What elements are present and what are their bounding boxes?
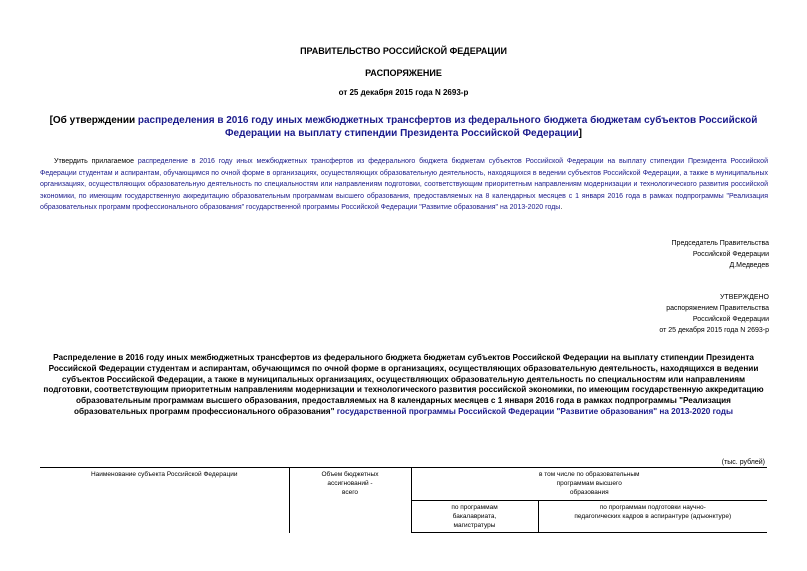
title-prefix: [Об утверждении	[49, 115, 138, 126]
distribution-table	[40, 467, 767, 533]
header-volume: Объем бюджетных ассигнований - всего	[289, 468, 411, 533]
signature-name: Д.Медведев	[729, 262, 769, 269]
header-postgrad: по программам подготовки научно- педагогических кадров в аспирантуре (адъюнктуре)	[538, 501, 767, 533]
distribution-title	[42, 353, 765, 418]
title-suffix: ]	[578, 128, 582, 139]
header-including: в том числе по образовательным программам высшего образования	[411, 468, 767, 501]
body-link[interactable]: распределение в 2016 году иных межбюджетных трансфертов из федерального бюджета бюджетам субъектов Российской Федерации на выплату стипендии Президента Российской Федерации студентам и аспирантам, обучающимся по очной форме в организациях, осуществляющих образовательную деятельность, находящихся в ведении субъектов Российской Федерации, а также в муниципальных организациях, осуществляющих образовательную деятельность по специальностям или направлениям подготовки, соответствующим приоритетным направлениям модернизации и технологического развития российской экономики, по имеющим государственную аккредитацию образовательным программам высшего образования, предоставляемых на 8 календарных месяцев с 1 января 2016 года в рамках подпрограммы "Реализация образовательных программ профессионального образования" государственной программы Российской Федерации "Развитие образования" на 2013-2020 годы	[40, 158, 768, 211]
body-end: .	[560, 204, 563, 211]
distribution-link[interactable]: государственной программы Российской Федерации "Развитие образования" на 2013-2020 годы	[336, 406, 733, 416]
signature-position: Председатель Правительства	[671, 240, 769, 247]
approval-by: распоряжением Правительства	[666, 305, 769, 312]
approval-country: Российской Федерации	[692, 316, 769, 323]
units-label: (тыс. рублей)	[721, 459, 765, 466]
body-paragraph	[40, 156, 768, 214]
header-subject: Наименование субъекта Российской Федерации	[40, 468, 289, 533]
signature-country: Российской Федерации	[692, 251, 769, 258]
title-link[interactable]: распределения в 2016 году иных межбюджетных трансфертов из федерального бюджета бюджетам субъектов Российской Федерации на выплату стипендии Президента Российской Федерации	[137, 115, 758, 139]
approval-block	[659, 292, 769, 336]
approval-label: УТВЕРЖДЕНО	[719, 294, 769, 301]
document-title	[40, 114, 767, 140]
government-heading: ПРАВИТЕЛЬСТВО РОССИЙСКОЙ ФЕДЕРАЦИИ	[300, 46, 507, 56]
distribution-text: Распределение в 2016 году иных межбюджетных трансфертов из федерального бюджета бюджетам субъектов Российской Федерации на выплату стипендии Президента Российской Федерации студентам и аспирантам, обучающимся по очной форме в организациях, осуществляющих образовательную деятельность, находящихся в ведении субъектов Российской Федерации, а также в муниципальных организациях, осуществляющих образовательную деятельность по специальностям или направлениям подготовки, соответствующим приоритетным направлениям модернизации и технологического развития российской экономики, по имеющим государственную аккредитацию образовательным программам высшего образования, предоставляемых на 8 календарных месяцев с 1 января 2016 года в рамках подпрограммы "Реализация образовательных программ профессионального образования"	[43, 353, 764, 416]
signature-block	[672, 238, 769, 271]
document-type: РАСПОРЯЖЕНИЕ	[365, 68, 442, 78]
document-date-number: от 25 декабря 2015 года N 2693-р	[338, 88, 469, 97]
body-lead: Утвердить прилагаемое	[54, 158, 138, 165]
approval-date: от 25 декабря 2015 года N 2693-р	[659, 327, 769, 334]
header-bachelor: по программам бакалавриата, магистратуры	[411, 501, 538, 533]
